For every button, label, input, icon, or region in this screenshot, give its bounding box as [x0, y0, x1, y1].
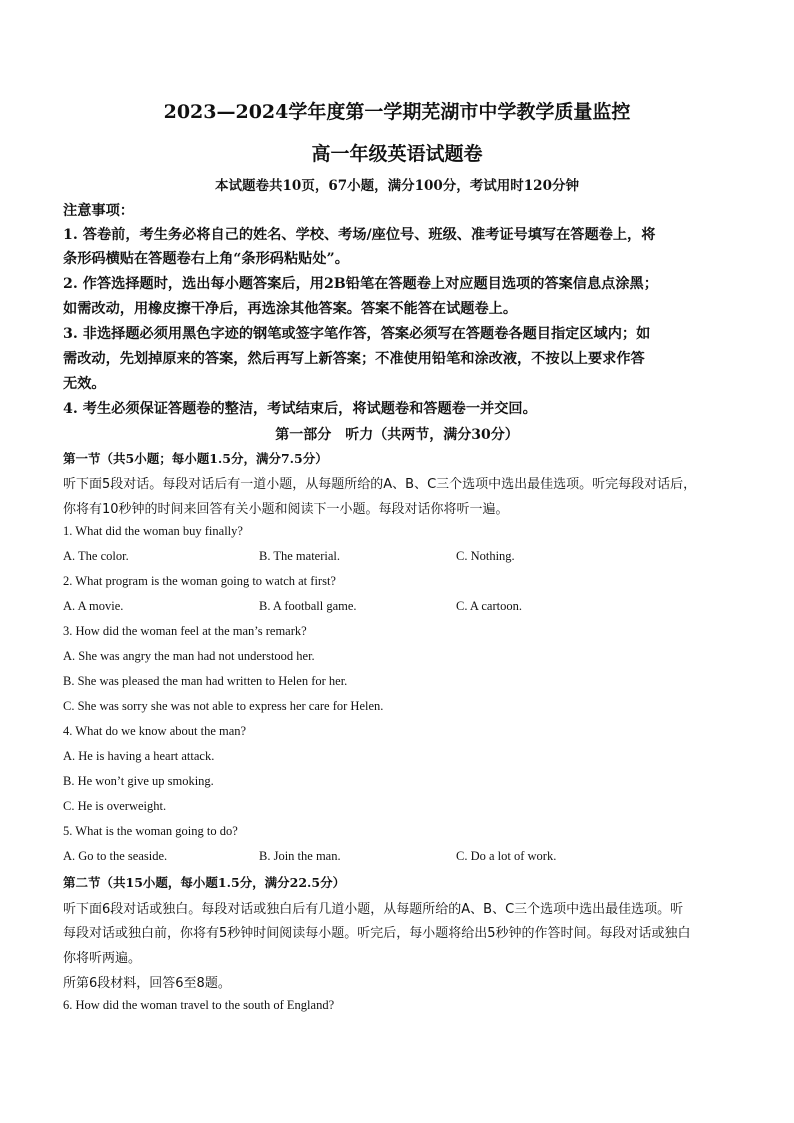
- question-5-option-c: C. Do a lot of work.: [456, 849, 557, 863]
- notes-heading: 注意事项：: [63, 203, 134, 219]
- note-1-line-1: 1. 答卷前，考生务必将自己的姓名、学校、考场/座位号、班级、准考证号填写在答题卷上，将: [63, 227, 656, 243]
- question-4-option-b: B. He won’t give up smoking.: [63, 774, 214, 788]
- question-3-stem: 3. How did the woman feel at the man’s remark?: [63, 624, 307, 638]
- question-6-stem: 6. How did the woman travel to the south of England?: [63, 998, 335, 1012]
- question-3-option-b: B. She was pleased the man had written to Helen for her.: [63, 674, 348, 688]
- question-3-option-a: A. She was angry the man had not understood her.: [63, 649, 315, 663]
- note-3-line-3: 无效。: [63, 376, 106, 392]
- question-4-option-a: A. He is having a heart attack.: [63, 749, 215, 763]
- note-3-line-2: 需改动，先划掉原来的答案，然后再写上新答案；不准使用铅笔和涂改液，不按以上要求作答: [63, 351, 645, 367]
- note-4: 4. 考生必须保证答题卷的整洁，考试结束后，将试题卷和答题卷一并交回。: [63, 401, 537, 417]
- section2-instructions-line-2: 每段对话或独白前，你将有5秒钟时间阅读每小题。听完后，每小题将给出5秒钟的作答时间。每段对话或独白: [63, 926, 691, 941]
- section2-material-note: 所第6段材料，回答6至8题。: [63, 976, 231, 991]
- section2-heading: 第二节（共15小题，每小题1.5分，满分22.5分）: [63, 875, 346, 890]
- question-2-option-a: A. A movie.: [63, 599, 124, 613]
- section1-instructions-line-2: 你将有10秒钟的时间来回答有关小题和阅读下一小题。每段对话你将听一遍。: [63, 502, 509, 517]
- question-5-option-b: B. Join the man.: [259, 849, 341, 863]
- section1-instructions-line-1: 听下面5段对话。每段对话后有一道小题，从每题所给的A、B、C三个选项中选出最佳选项。听完每段对话后，: [63, 477, 697, 492]
- note-2-line-1: 2. 作答选择题时，选出每小题答案后，用2B铅笔在答题卷上对应题目选项的答案信息点涂黑；: [63, 276, 658, 292]
- question-4-stem: 4. What do we know about the man?: [63, 724, 247, 738]
- question-1-option-b: B. The material.: [259, 549, 340, 563]
- question-3-option-c: C. She was sorry she was not able to express her care for Helen.: [63, 699, 384, 713]
- question-5-stem: 5. What is the woman going to do?: [63, 824, 238, 838]
- question-2-option-b: B. A football game.: [259, 599, 357, 613]
- question-2-option-c: C. A cartoon.: [456, 599, 522, 613]
- question-4-option-c: C. He is overweight.: [63, 799, 167, 813]
- question-2-stem: 2. What program is the woman going to watch at first?: [63, 574, 336, 588]
- section1-heading: 第一节（共5小题；每小题1.5分，满分7.5分）: [63, 451, 328, 466]
- section2-instructions-line-3: 你将听两遍。: [63, 951, 142, 966]
- exam-subtitle: 高一年级英语试题卷: [311, 143, 483, 165]
- question-1-stem: 1. What did the woman buy finally?: [63, 524, 243, 538]
- question-1-option-c: C. Nothing.: [456, 549, 515, 563]
- question-5-option-a: A. Go to the seaside.: [63, 849, 168, 863]
- exam-info: 本试题卷共10页，67小题，满分100分，考试用时120分钟: [215, 178, 579, 194]
- note-1-line-2: 条形码横贴在答题卷右上角“条形码粘贴处”。: [63, 251, 349, 267]
- note-2-line-2: 如需改动，用橡皮擦干净后，再选涂其他答案。答案不能答在试题卷上。: [63, 301, 518, 317]
- exam-title: 2023—2024学年度第一学期芜湖市中学教学质量监控: [163, 101, 631, 123]
- part1-title: 第一部分 听力（共两节，满分30分）: [275, 427, 519, 443]
- question-1-option-a: A. The color.: [63, 549, 129, 563]
- section2-instructions-line-1: 听下面6段对话或独白。每段对话或独白后有几道小题，从每题所给的A、B、C三个选项中选出最佳选项。听: [63, 902, 684, 917]
- note-3-line-1: 3. 非选择题必须用黑色字迹的钢笔或签字笔作答，答案必须写在答题卷各题目指定区域内；如: [63, 326, 651, 342]
